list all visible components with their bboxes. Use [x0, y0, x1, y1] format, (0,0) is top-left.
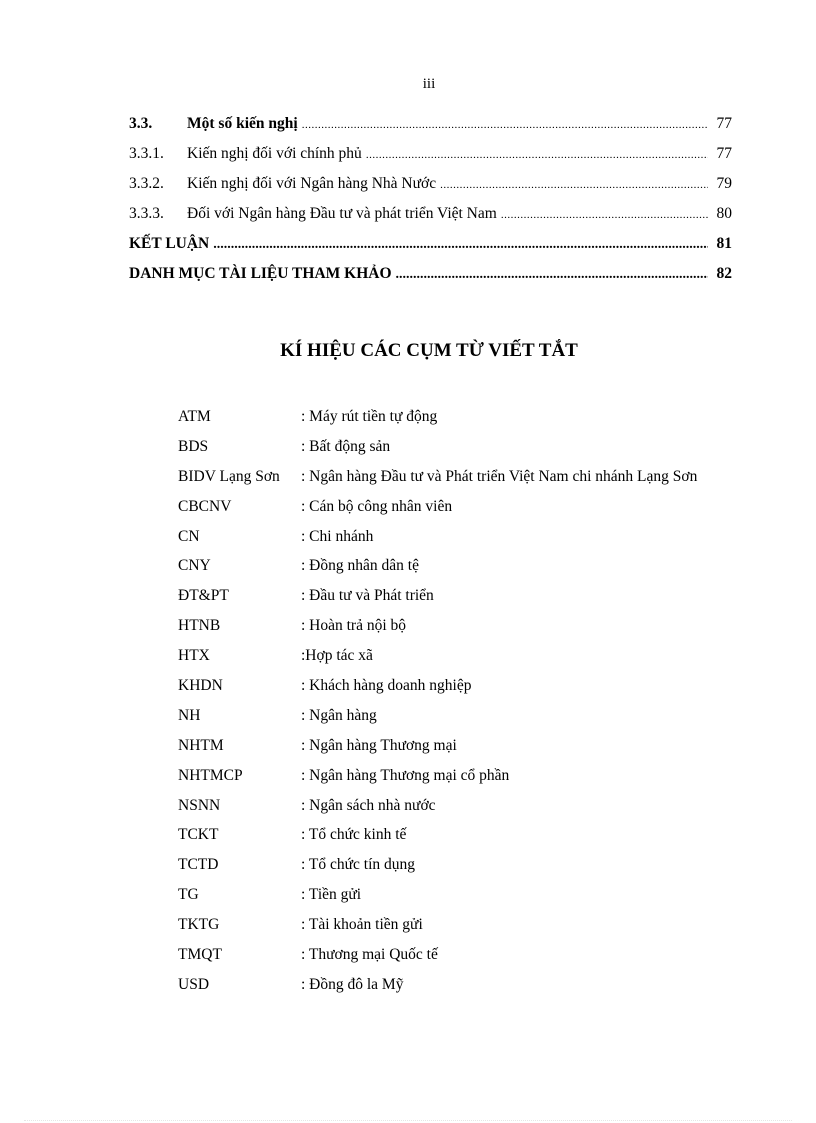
toc-dot-leader	[366, 143, 708, 167]
toc-entry-page: 81	[716, 235, 732, 252]
abbreviation-code: NHTMCP	[178, 766, 243, 784]
abbreviation-meaning: : Hoàn trả nội bộ	[301, 617, 407, 635]
abbreviation-meaning: : Ngân hàng	[301, 706, 377, 724]
abbreviation-code: TCTD	[178, 856, 219, 874]
toc-entry-number: 3.3.2.	[129, 175, 164, 192]
toc-entry-number: 3.3.1.	[129, 145, 164, 162]
toc-entry-title: Đối với Ngân hàng Đầu tư và phát triển Việt Nam	[187, 205, 497, 222]
abbreviation-row	[178, 402, 748, 432]
abbreviation-meaning: : Máy rút tiền tự động	[301, 408, 438, 425]
abbreviation-code: TMQT	[178, 946, 222, 964]
toc-entry-number: 3.3.	[129, 115, 153, 132]
abbreviation-row	[178, 522, 748, 552]
abbreviation-meaning: : Tiền gửi	[301, 886, 362, 904]
abbreviation-row	[178, 492, 748, 522]
toc-entry-page: 79	[716, 175, 732, 192]
page-bottom-border	[24, 1120, 792, 1121]
abbreviation-row	[178, 581, 748, 611]
abbreviation-code: BDS	[178, 437, 209, 455]
abbreviation-meaning: : Thương mại Quốc tế	[301, 946, 438, 964]
abbreviation-code: HTNB	[178, 617, 221, 635]
abbreviation-meaning: : Cán bộ công nhân viên	[301, 497, 453, 515]
toc-entry[interactable]	[129, 202, 732, 232]
toc-entry-page: 80	[716, 205, 732, 222]
toc-dot-leader	[501, 203, 708, 227]
toc-entry-title: KẾT LUẬN	[129, 235, 210, 252]
toc-entry[interactable]	[129, 262, 732, 292]
toc-entry-page: 77	[716, 115, 732, 132]
abbreviation-meaning: : Tổ chức kinh tế	[301, 826, 407, 844]
abbreviation-meaning: : Tổ chức tín dụng	[301, 856, 416, 874]
toc-entry-title: Một số kiến nghị	[187, 115, 298, 132]
abbreviation-meaning: : Tài khoản tiền gửi	[301, 916, 423, 934]
toc-entry[interactable]	[129, 172, 732, 202]
toc-dot-leader	[440, 173, 708, 197]
toc-entry-title: Kiến nghị đối với chính phủ	[187, 145, 362, 162]
abbreviation-code: TCKT	[178, 826, 219, 844]
abbreviation-row	[178, 641, 748, 671]
abbreviation-code: NH	[178, 706, 201, 724]
abbreviation-row	[178, 761, 748, 791]
abbreviation-row	[178, 551, 748, 581]
abbreviation-row	[178, 850, 748, 880]
abbreviation-row	[178, 940, 748, 970]
abbreviation-code: HTX	[178, 647, 210, 665]
toc-entry-page: 77	[716, 145, 732, 162]
abbreviation-row	[178, 671, 748, 701]
abbreviation-row	[178, 432, 748, 462]
abbreviation-row	[178, 820, 748, 850]
toc-entry-page: 82	[716, 265, 732, 282]
toc-dot-leader	[213, 233, 708, 257]
abbreviation-code: USD	[178, 975, 210, 993]
abbreviation-code: TKTG	[178, 916, 220, 934]
abbreviation-code: KHDN	[178, 677, 223, 695]
toc-dot-leader	[302, 113, 708, 137]
toc-entry[interactable]	[129, 112, 732, 142]
abbreviations-list	[178, 402, 748, 1000]
abbreviation-row	[178, 731, 748, 761]
abbreviation-meaning: : Ngân hàng Đầu tư và Phát triển Việt Nam chi nhánh Lạng Sơn	[301, 467, 698, 485]
page-number: iii	[422, 76, 436, 92]
abbreviation-meaning: : Ngân hàng Thương mại	[301, 736, 457, 754]
abbreviation-row	[178, 880, 748, 910]
abbreviation-code: BIDV Lạng Sơn	[178, 467, 280, 485]
abbreviation-meaning: : Đồng đô la Mỹ	[301, 975, 404, 993]
abbreviations-heading: KÍ HIỆU CÁC CỤM TỪ VIẾT TẮT	[280, 340, 578, 361]
abbreviation-row	[178, 701, 748, 731]
abbreviation-meaning: :Hợp tác xã	[301, 647, 373, 665]
toc-entry-number: 3.3.3.	[129, 205, 164, 222]
abbreviation-meaning: : Chi nhánh	[301, 527, 374, 545]
abbreviation-code: CN	[178, 527, 200, 545]
toc-dot-leader	[396, 263, 708, 287]
abbreviation-code: CBCNV	[178, 497, 232, 515]
toc-entry-title: Kiến nghị đối với Ngân hàng Nhà Nước	[187, 175, 437, 192]
abbreviation-meaning: : Bất động sản	[301, 437, 391, 455]
abbreviation-code: CNY	[178, 557, 211, 575]
toc-entry[interactable]	[129, 232, 732, 262]
abbreviation-meaning: : Đồng nhân dân tệ	[301, 557, 419, 575]
abbreviation-row	[178, 611, 748, 641]
table-of-contents	[129, 112, 732, 292]
abbreviation-meaning: : Ngân hàng Thương mại cổ phần	[301, 766, 510, 784]
abbreviation-row	[178, 970, 748, 1000]
abbreviation-code: ĐT&PT	[178, 587, 229, 605]
abbreviation-meaning: : Đầu tư và Phát triển	[301, 587, 434, 605]
toc-entry-title: DANH MỤC TÀI LIỆU THAM KHẢO	[129, 265, 392, 282]
abbreviation-code: TG	[178, 886, 199, 904]
toc-entry[interactable]	[129, 142, 732, 172]
abbreviation-meaning: : Khách hàng doanh nghiệp	[301, 677, 472, 695]
abbreviation-meaning: : Ngân sách nhà nước	[301, 796, 436, 814]
abbreviation-code: NSNN	[178, 796, 221, 814]
abbreviation-row	[178, 910, 748, 940]
abbreviation-row	[178, 462, 748, 492]
abbreviation-code: ATM	[178, 408, 211, 425]
abbreviation-code: NHTM	[178, 736, 224, 754]
abbreviation-row	[178, 791, 748, 821]
